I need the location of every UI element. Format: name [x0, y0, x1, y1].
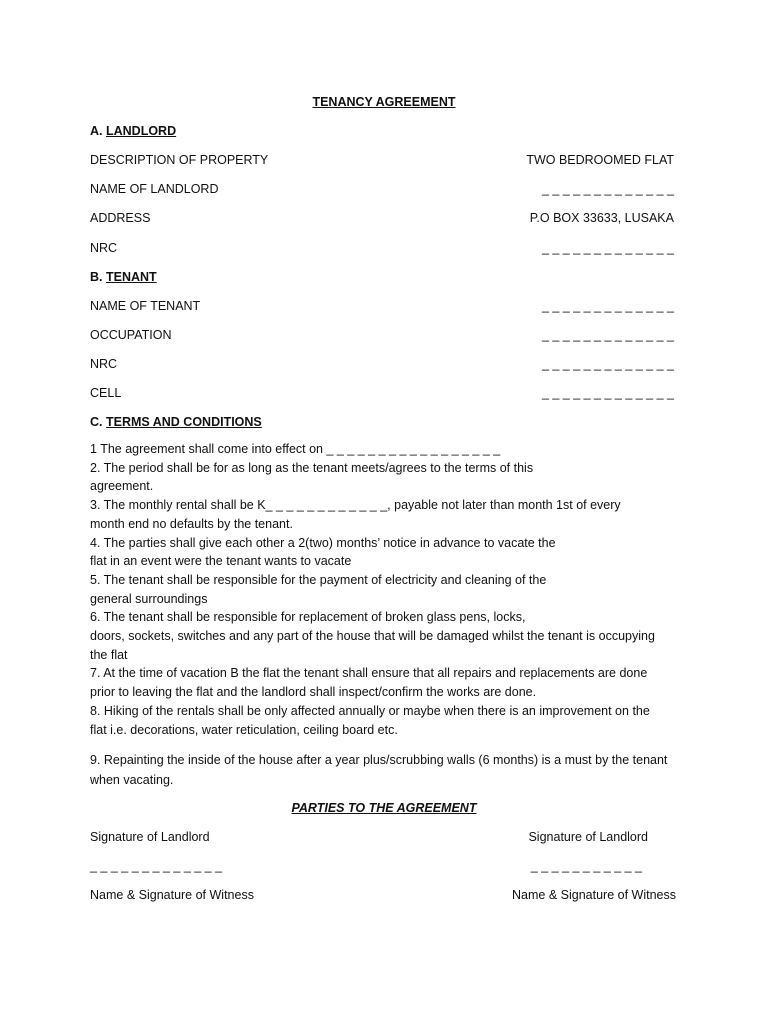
term-line: 6. The tenant shall be responsible for replacement of broken glass pens, locks,	[90, 610, 526, 625]
landlord-nrc-row	[90, 241, 678, 259]
signature-line-row	[90, 859, 678, 877]
address-row	[90, 211, 678, 229]
term-line: flat i.e. decorations, water reticulation, ceiling board etc.	[90, 722, 398, 737]
field-label: NRC	[90, 357, 118, 371]
signature-line-left: _ _ _ _ _ _ _ _ _ _ _ _ _	[90, 859, 223, 873]
term-line: 3. The monthly rental shall be K_ _ _ _ _ _ _ _ _ _ _ _, payable not later than month 1st of every	[90, 498, 621, 513]
document-page	[90, 92, 678, 992]
tenant-nrc-row	[90, 357, 678, 375]
blank-line: _ _ _ _ _ _ _ _ _ _ _ _ _	[541, 328, 674, 342]
signature-row	[90, 830, 678, 848]
signature-line-right: _ _ _ _ _ _ _ _ _ _ _	[530, 859, 642, 873]
section-c-heading	[90, 415, 262, 429]
blank-line: _ _ _ _ _ _ _ _ _ _ _ _ _	[541, 182, 674, 196]
section-b-heading	[90, 270, 157, 284]
term-line: 4. The parties shall give each other a 2(two) months’ notice in advance to vacate the	[90, 535, 556, 550]
term-line: the flat	[90, 647, 128, 662]
tenant-name-row	[90, 299, 678, 317]
cell-row	[90, 386, 678, 404]
blank-line: _ _ _ _ _ _ _ _ _ _ _ _ _	[541, 386, 674, 400]
document-title: TENANCY AGREEMENT	[312, 95, 456, 109]
term-line: flat in an event were the tenant wants to vacate	[90, 554, 352, 569]
field-label: CELL	[90, 386, 122, 400]
field-label: DESCRIPTION OF PROPERTY	[90, 153, 269, 167]
term-line: general surroundings	[90, 591, 208, 606]
section-c-title: TERMS AND CONDITIONS	[105, 415, 262, 429]
field-value: TWO BEDROOMED FLAT	[526, 153, 674, 167]
term-line: 2. The period shall be for as long as the tenant meets/agrees to the terms of this	[90, 460, 534, 475]
witness-label-right: Name & Signature of Witness	[512, 888, 676, 902]
section-b-letter: B.	[90, 270, 103, 284]
signature-label-right: Signature of Landlord	[528, 830, 648, 844]
parties-heading: PARTIES TO THE AGREEMENT	[291, 801, 477, 815]
term-line: agreement.	[90, 479, 154, 494]
property-description-row	[90, 153, 678, 171]
term-line: 8. Hiking of the rentals shall be only affected annually or maybe when there is an improvement on the	[90, 703, 650, 718]
term-line: month end no defaults by the tenant.	[90, 516, 293, 531]
term-line: 9. Repainting the inside of the house after a year plus/scrubbing walls (6 months) is a must by the tenant	[90, 753, 668, 767]
terms-list	[90, 440, 678, 739]
witness-row	[90, 888, 678, 906]
blank-line: _ _ _ _ _ _ _ _ _ _ _ _ _	[541, 241, 674, 255]
field-label: NAME OF TENANT	[90, 299, 201, 313]
witness-label-left: Name & Signature of Witness	[90, 888, 254, 902]
field-label: NRC	[90, 241, 118, 255]
blank-line: _ _ _ _ _ _ _ _ _ _ _ _ _	[541, 299, 674, 313]
term-line: doors, sockets, switches and any part of the house that will be damaged whilst the tenant is occupying	[90, 629, 655, 644]
field-label: ADDRESS	[90, 211, 151, 225]
section-a-title: LANDLORD	[105, 124, 177, 138]
term-line: 5. The tenant shall be responsible for the payment of electricity and cleaning of the	[90, 572, 547, 587]
occupation-row	[90, 328, 678, 346]
section-c-letter: C.	[90, 415, 103, 429]
section-b-title: TENANT	[105, 270, 157, 284]
term-line: prior to leaving the flat and the landlord shall inspect/confirm the works are done.	[90, 685, 537, 700]
term-line: 1 The agreement shall come into effect on _ _ _ _ _ _ _ _ _ _ _ _ _ _ _ _ _	[90, 442, 501, 456]
field-label: OCCUPATION	[90, 328, 172, 342]
term-line: 7. At the time of vacation B the flat the tenant shall ensure that all repairs and replacements are done	[90, 666, 648, 681]
field-value: P.O BOX 33633, LUSAKA	[529, 211, 674, 225]
field-label: NAME OF LANDLORD	[90, 182, 219, 196]
landlord-name-row	[90, 182, 678, 200]
term-line: when vacating.	[90, 772, 174, 787]
section-a-heading	[90, 124, 176, 138]
section-a-letter: A.	[90, 124, 103, 138]
signature-label-left: Signature of Landlord	[90, 830, 210, 844]
term-9	[90, 751, 678, 790]
blank-line: _ _ _ _ _ _ _ _ _ _ _ _ _	[541, 357, 674, 371]
